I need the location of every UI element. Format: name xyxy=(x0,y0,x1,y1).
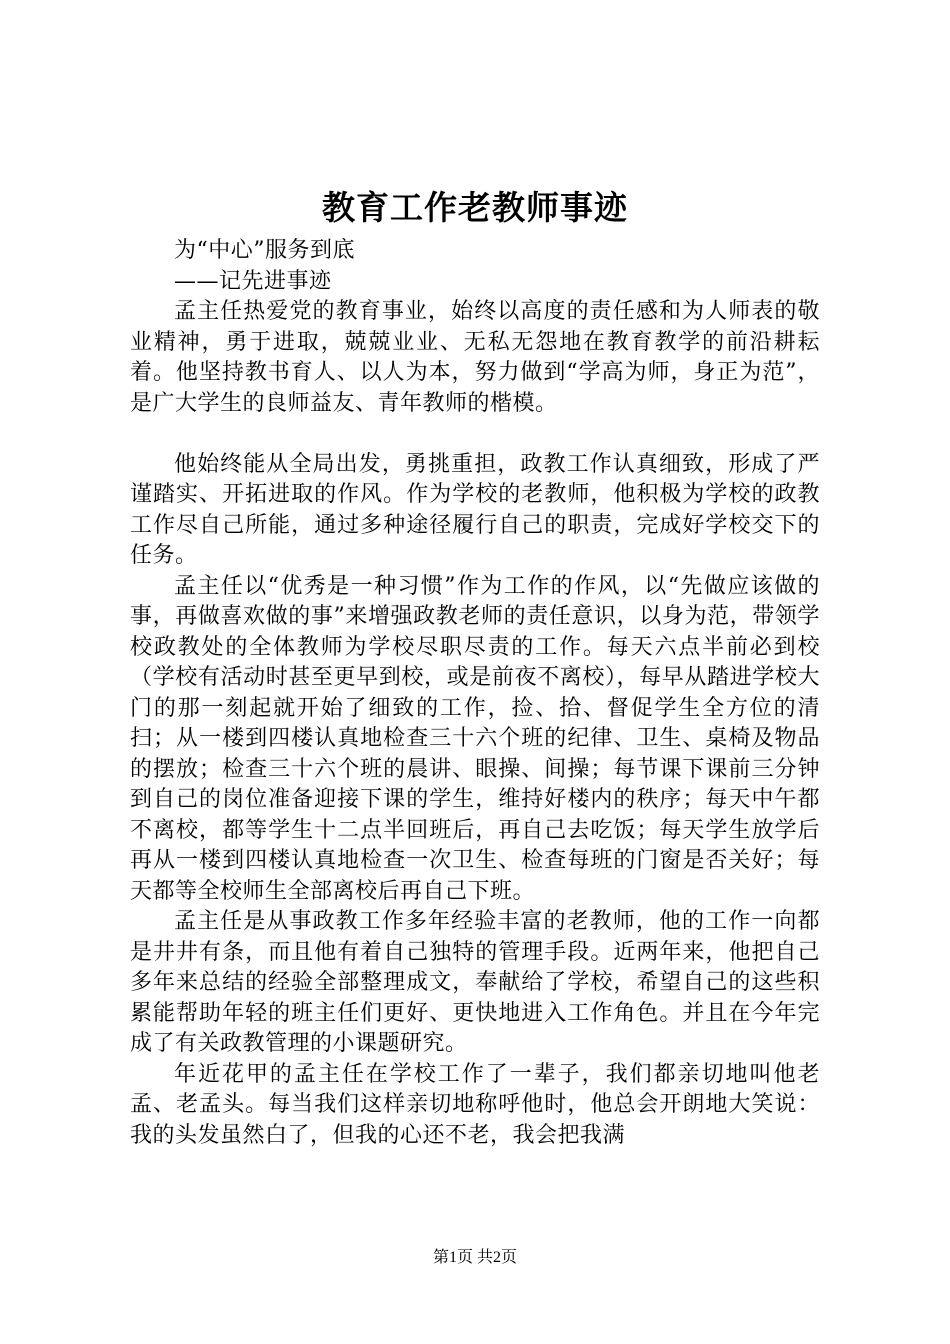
page-title: 教育工作老教师事迹 xyxy=(322,188,628,227)
body-paragraph: 孟主任热爱党的教育事业，始终以高度的责任感和为人师表的敬业精神，勇于进取，兢兢业业、无私无怨地在教育教学的前沿耕耘着。他坚持教书育人、以人为本，努力做到“学高为师，身正为范”，是广大学生的良师益友、青年教师的楷模。 xyxy=(130,299,820,416)
subtitle-byline: ——记先进事迹 xyxy=(174,268,332,294)
body-paragraph: 孟主任是从事政教工作多年经验丰富的老教师，他的工作一向都是井井有条，而且他有着自己独特的管理手段。近两年来，他把自己多年来总结的经验全部整理成文，奉献给了学校，希望自己的这些积累能帮助年轻的班主任们更好、更快地进入工作角色。并且在今年完成了有关政教管理的小课题研究。 xyxy=(130,909,820,1056)
blank-line xyxy=(130,419,820,450)
body-paragraph: 他始终能从全局出发，勇挑重担，政教工作认真细致，形成了严谨踏实、开拓进取的作风。作为学校的老教师，他积极为学校的政教工作尽自己所能，通过多种途径履行自己的职责，完成好学校交下的任务。 xyxy=(130,451,820,568)
body-paragraph: 孟主任以“优秀是一种习惯”作为工作的作风，以“先做应该做的事，再做喜欢做的事”来增强政教老师的责任意识，以身为范，带领学校政教处的全体教师为学校尽职尽责的工作。每天六点半前必到校（学校有活动时甚至更早到校，或是前夜不离校），每早从踏进学校大门的那一刻起就开始了细致的工作，捡、拾、督促学生全方位的清扫；从一楼到四楼认真地检查三十六个班的纪律、卫生、桌椅及物品的摆放；检查三十六个班的晨讲、眼操、间操；每节课下课前三分钟到自己的岗位准备迎接下课的学生，维持好楼内的秩序；每天中午都不离校，都等学生十二点半回班后，再自己去吃饭；每天学生放学后再从一楼到四楼认真地检查一次卫生、检查每班的门窗是否关好；每天都等全校师生全部离校后再自己下班。 xyxy=(130,573,820,904)
subtitle-line: 为“中心”服务到底 xyxy=(174,238,355,263)
body-paragraph: 年近花甲的孟主任在学校工作了一辈子，我们都亲切地叫他老孟、老孟头。每当我们这样亲切地称呼他时，他总会开朗地大笑说：我的头发虽然白了，但我的心还不老，我会把我满 xyxy=(130,1061,820,1148)
document-body xyxy=(130,236,820,1151)
page-number-footer: 第1页 共2页 xyxy=(432,1249,517,1266)
